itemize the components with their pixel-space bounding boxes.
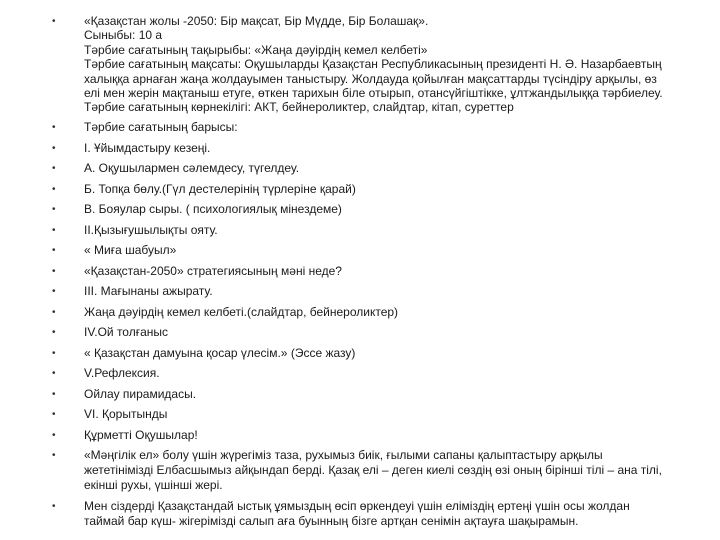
list-item (52, 141, 672, 156)
bullet-icon: • (52, 163, 56, 175)
bullet-icon: • (52, 245, 56, 257)
bullet-icon: • (52, 183, 56, 195)
bullet-icon: • (52, 204, 56, 216)
list-item-text: Мен сіздерді Қазақстандай ыстық ұямыздың өсіп өркендеуі үшін еліміздің ертеңі үшін осы жолдан таймай бар күш- жігеріміздi салып аға буынның бізге артқан сенімін ақтауға шақырамын. (84, 498, 630, 528)
bullet-icon: • (52, 368, 56, 380)
list-item-text: ІІ.Қызығушылықты ояту. (84, 222, 218, 237)
list-item (52, 120, 672, 135)
list-item (52, 243, 672, 258)
bullet-icon: • (52, 347, 56, 359)
list-item (52, 305, 672, 320)
list-item (52, 387, 672, 402)
bullet-icon: • (52, 286, 56, 298)
list-item-text: ІІІ. Мағынаны ажырату. (84, 284, 213, 299)
bullet-icon: • (52, 388, 56, 400)
list-item-text: І. Ұйымдастыру кезеңі. (84, 140, 211, 155)
list-item-text: V.Рефлексия. (84, 366, 160, 381)
list-item-text: Тәрбие сағатының барысы: (84, 120, 238, 135)
bullet-list (52, 14, 672, 534)
bullet-icon: • (52, 327, 56, 339)
list-item (52, 448, 672, 493)
list-item-text: ІV.Ой толғаныс (84, 325, 169, 340)
list-item (52, 428, 672, 443)
list-item (52, 407, 672, 422)
list-item-text: «Мәңгілік ел» болу үшін жүрегіміз таза, рухымыз биік, ғылыми сапаны қалыптастыру арқылы жететініміздi Елбасшымыз айқындап берді. Қазақ елі – деген киелі сөздің өзі оның бірінші тілі – ана тілі, екінші рухы, үшінші жері. (84, 448, 662, 493)
list-item (52, 284, 672, 299)
list-item (52, 366, 672, 381)
list-item (52, 202, 672, 217)
list-item-text: А. Оқушылармен сәлемдесу, түгелдеу. (84, 161, 300, 176)
list-item-text: Б. Топқа бөлу.(Гүл дестелерінің түрлеріне қарай) (84, 181, 356, 196)
list-item-text: Ойлау пирамидасы. (84, 386, 197, 401)
bullet-icon: • (52, 429, 56, 441)
list-item-text: VІ. Қорытынды (84, 407, 168, 422)
bullet-icon: • (52, 142, 56, 154)
list-item-text: « Қазақстан дамуына қосар үлесім.» (Эссе жазу) (84, 345, 356, 360)
list-item (52, 223, 672, 238)
list-item-text: Құрметті Оқушылар! (84, 427, 198, 442)
bullet-icon: • (52, 500, 56, 512)
list-item (52, 264, 672, 279)
list-item (52, 14, 672, 115)
list-item (52, 325, 672, 340)
list-item (52, 182, 672, 197)
list-item-text: «Қазақстан-2050» стратегиясының мәні неде? (84, 263, 342, 278)
list-item (52, 346, 672, 361)
list-item-text: В. Бояулар сыры. ( психологиялық мінездеме) (84, 202, 342, 217)
list-item-text: Жаңа дәуірдің кемел келбеті.(слайдтар, бейнероликтер) (84, 304, 399, 319)
list-item-text: « Миға шабуыл» (84, 243, 177, 258)
bullet-icon: • (52, 450, 56, 462)
list-item-text: «Қазақстан жолы -2050: Бір мақсат, Бір Мүдде, Бір Болашақ». Сыныбы: 10 а Тәрбие сағатының тақырыбы: «Жаңа дәуірдің кемел келбеті» Тәрбие сағатының мақсаты: Оқушыларды Қазақстан Республикасының президенті Н. Ә. Назарбаевтың халыққа арнаған жаңа жолдауымен таныстыру. Жолдауда қойылған мақсаттарды түсіндіру арқылы, өз елі мен жерін мақтаныш етуге, өткен тарихын біле отырып, отансүйгіштікке, ұлтжандылыққа тәрбиелеу. Тәрбие сағатының көрнекілігі: АКТ, бейнероликтер, слайдтар, кітап, суреттер (84, 14, 663, 115)
bullet-icon: • (52, 409, 56, 421)
list-item (52, 499, 672, 529)
bullet-icon: • (52, 16, 56, 27)
bullet-icon: • (52, 122, 56, 134)
list-item (52, 161, 672, 176)
bullet-icon: • (52, 224, 56, 236)
bullet-icon: • (52, 306, 56, 318)
bullet-icon: • (52, 265, 56, 277)
